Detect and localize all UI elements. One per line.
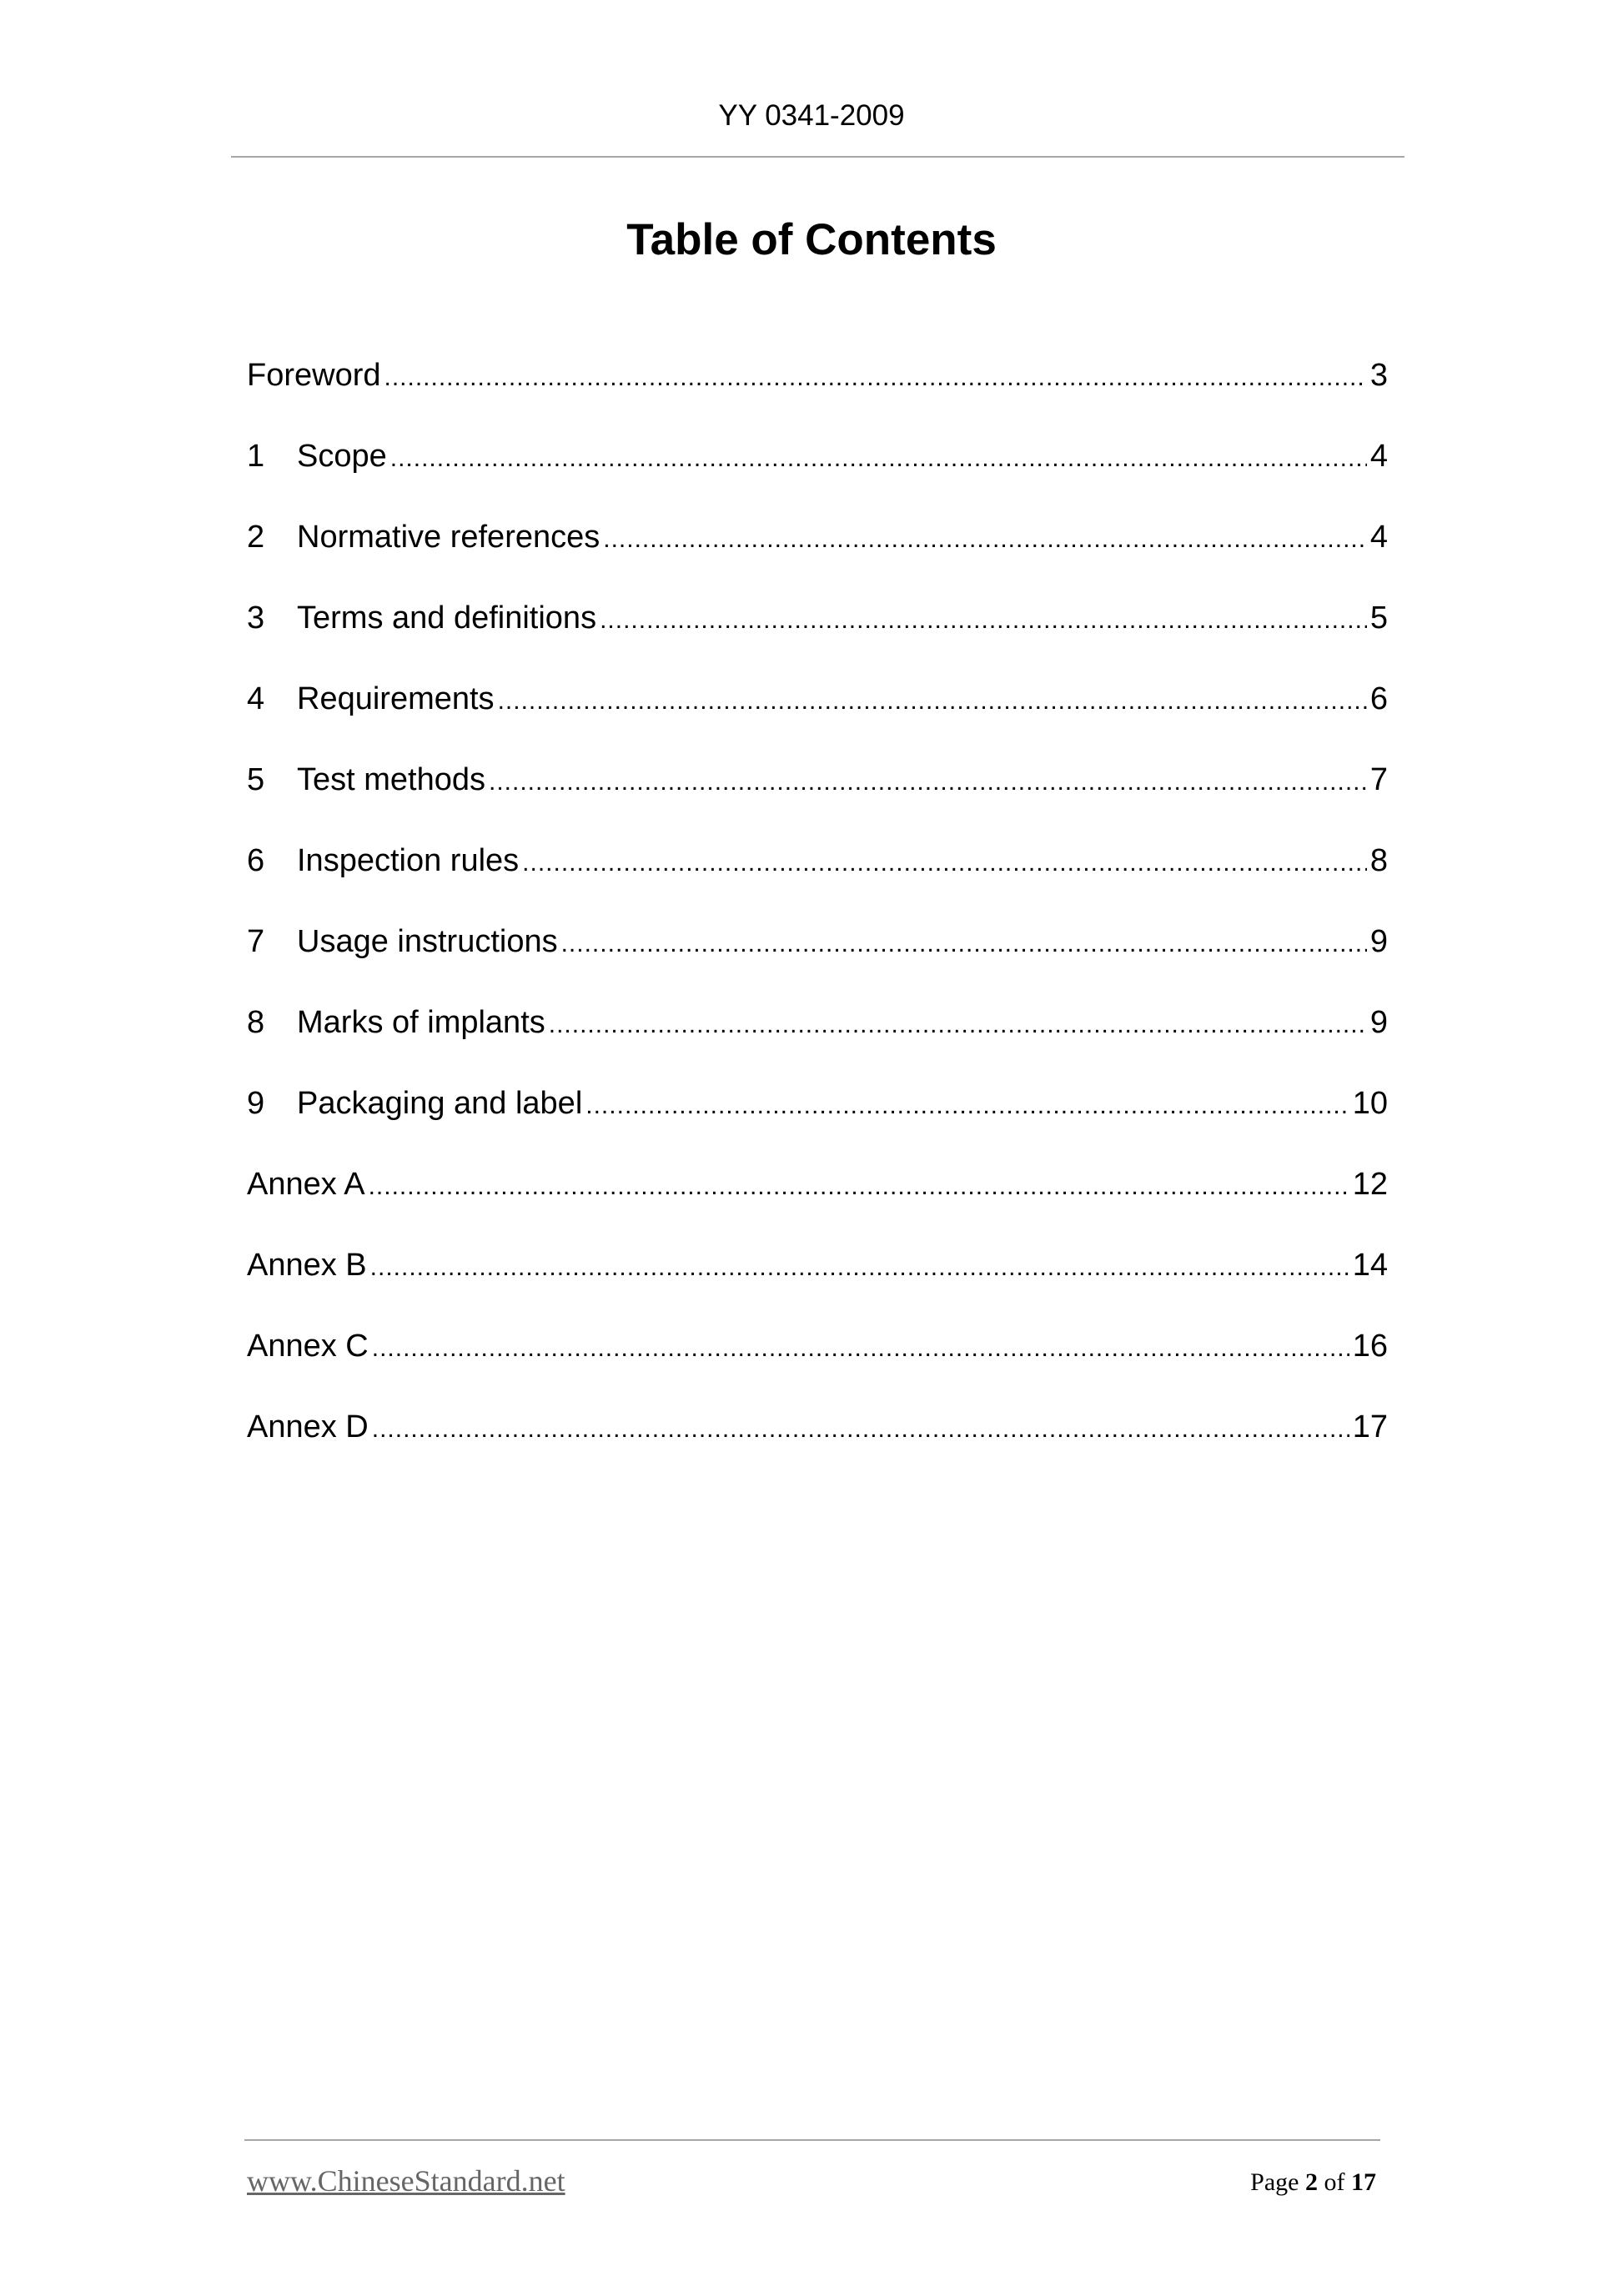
toc-entry-number: 2 bbox=[247, 520, 265, 555]
toc-entry-inspection-rules[interactable] bbox=[247, 834, 1388, 915]
toc-entry-label: Packaging and label bbox=[297, 1086, 583, 1121]
toc-entry-number: 9 bbox=[247, 1086, 265, 1121]
toc-dot-leader bbox=[370, 1241, 1349, 1294]
toc-entry-page: 6 bbox=[1369, 681, 1388, 716]
toc-entry-page: 8 bbox=[1369, 843, 1388, 878]
toc-dot-leader bbox=[498, 675, 1367, 728]
header-divider bbox=[231, 156, 1404, 158]
toc-entry-number: 1 bbox=[247, 439, 265, 474]
toc-entry-page: 4 bbox=[1369, 439, 1388, 474]
toc-dot-leader bbox=[600, 594, 1367, 647]
toc-entry-label: Inspection rules bbox=[297, 843, 520, 878]
toc-entry-page: 9 bbox=[1369, 1005, 1388, 1040]
toc-entry-number: 3 bbox=[247, 600, 265, 636]
toc-entry-label: Foreword bbox=[247, 358, 381, 393]
page-total: 17 bbox=[1351, 2168, 1376, 2196]
toc-entry-annex-b[interactable] bbox=[247, 1238, 1388, 1319]
toc-entry-page: 3 bbox=[1369, 358, 1388, 393]
toc-entry-page: 4 bbox=[1369, 520, 1388, 555]
toc-entry-label: Requirements bbox=[297, 681, 495, 716]
toc-entry-label: Normative references bbox=[297, 520, 600, 555]
toc-entry-number: 7 bbox=[247, 924, 265, 959]
toc-entry-annex-d[interactable] bbox=[247, 1400, 1388, 1481]
toc-dot-leader bbox=[585, 1079, 1349, 1133]
toc-dot-leader bbox=[522, 837, 1367, 890]
page-of: of bbox=[1324, 2168, 1345, 2196]
toc-entry-terms-and-definitions[interactable] bbox=[247, 591, 1388, 672]
toc-entry-label: Terms and definitions bbox=[297, 600, 597, 636]
toc-entry-number: 5 bbox=[247, 762, 265, 797]
toc-entry-page: 14 bbox=[1352, 1248, 1388, 1283]
footer-divider bbox=[244, 2139, 1380, 2141]
toc-title: Table of Contents bbox=[626, 215, 997, 264]
toc-dot-leader bbox=[489, 756, 1367, 809]
page-current: 2 bbox=[1305, 2168, 1318, 2196]
toc-dot-leader bbox=[384, 351, 1367, 404]
toc-entry-page: 10 bbox=[1352, 1086, 1388, 1121]
toc-entry-label: Usage instructions bbox=[297, 924, 558, 959]
toc-entry-label: Test methods bbox=[297, 762, 485, 797]
toc-entry-page: 12 bbox=[1352, 1167, 1388, 1202]
website-link[interactable]: www.ChineseStandard.net bbox=[247, 2164, 565, 2198]
toc-entry-foreword[interactable] bbox=[247, 349, 1388, 430]
document-code: YY 0341-2009 bbox=[718, 99, 905, 132]
toc-dot-leader bbox=[561, 917, 1367, 971]
toc-entry-packaging-and-label[interactable] bbox=[247, 1077, 1388, 1158]
toc-entry-label: Annex B bbox=[247, 1248, 367, 1283]
toc-entry-annex-c[interactable] bbox=[247, 1319, 1388, 1400]
page-number bbox=[1250, 2166, 1376, 2199]
toc-entry-label: Annex C bbox=[247, 1329, 369, 1364]
toc-entry-label: Annex D bbox=[247, 1409, 369, 1444]
toc-dot-leader bbox=[372, 1403, 1349, 1456]
toc-entry-usage-instructions[interactable] bbox=[247, 915, 1388, 996]
toc-entry-annex-a[interactable] bbox=[247, 1158, 1388, 1238]
page-prefix: Page bbox=[1250, 2168, 1299, 2196]
toc-entry-page: 16 bbox=[1352, 1329, 1388, 1364]
toc-entry-label: Marks of implants bbox=[297, 1005, 545, 1040]
toc-entry-normative-references[interactable] bbox=[247, 510, 1388, 591]
toc-entry-number: 6 bbox=[247, 843, 265, 878]
toc-dot-leader bbox=[369, 1160, 1349, 1213]
toc-entry-label: Scope bbox=[297, 439, 387, 474]
toc-entry-page: 9 bbox=[1369, 924, 1388, 959]
toc-list bbox=[247, 349, 1388, 1481]
toc-entry-number: 4 bbox=[247, 681, 265, 716]
toc-entry-label: Annex A bbox=[247, 1167, 365, 1202]
toc-dot-leader bbox=[390, 432, 1367, 485]
toc-dot-leader bbox=[549, 998, 1367, 1052]
toc-entry-marks-of-implants[interactable] bbox=[247, 996, 1388, 1077]
toc-dot-leader bbox=[372, 1322, 1349, 1375]
toc-entry-requirements[interactable] bbox=[247, 672, 1388, 753]
toc-entry-page: 7 bbox=[1369, 762, 1388, 797]
toc-dot-leader bbox=[603, 513, 1367, 566]
toc-entry-page: 17 bbox=[1352, 1409, 1388, 1444]
toc-entry-number: 8 bbox=[247, 1005, 265, 1040]
toc-entry-scope[interactable] bbox=[247, 430, 1388, 510]
toc-entry-page: 5 bbox=[1369, 600, 1388, 636]
toc-entry-test-methods[interactable] bbox=[247, 753, 1388, 834]
